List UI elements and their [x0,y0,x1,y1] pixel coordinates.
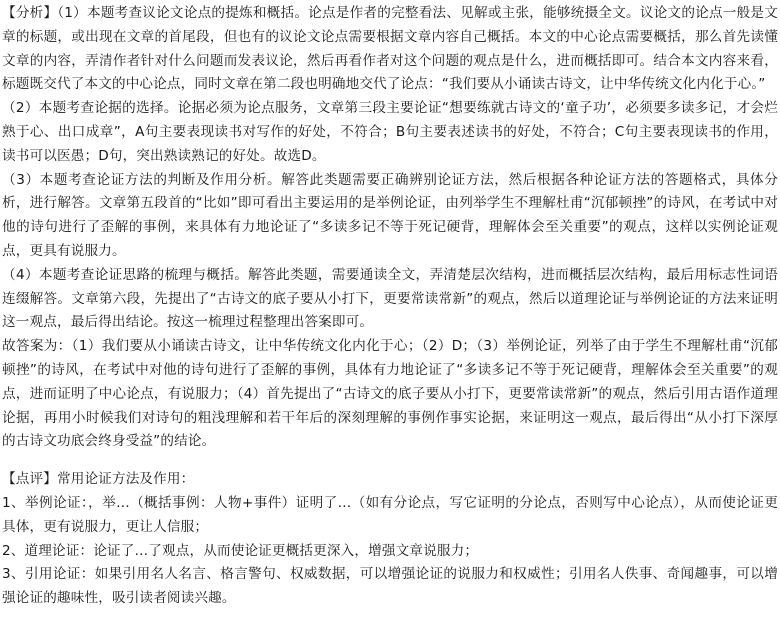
comment-item-example: 1、举例论证：，举…（概括事例：人物+事件）证明了…（如有分论点，写它证明的分论点，否则写中心论点），从而使论证更具体，更有说服力，更让人信服； [2,494,778,535]
section-gap [2,454,778,468]
analysis-q4: （4）本题考查论证思路的梳理与概括。解答此类题，需要通读全文，弄清楚层次结构，进而概括层次结构，最后用标志性词语连缀解答。文章第六段，先提出了“古诗文的底子要从小打下，更要常读常新”的观点，然后以道理论证与举例论证的方法来证明这一观点，最后得出结论。按这一梳理过程整理出答案即可。 [2,266,778,331]
analysis-intro-q1: 【分析】（1）本题考查议论文论点的提炼和概括。论点是作者的完整看法、见解或主张，能够统摄全文。议论文的论点一般是文章的标题，或出现在文章的首尾段，但也有的议论文论点需要根据文章内容自己概括。本文的中心论点需要概括，那么首先读懂文章的内容，弄清作者针对什么问题而发表议论，然后再看作者对这个问题的观点是什么，进而概括即可。结合本文内容来看，标题既交代了本文的中心论点，同时文章在第二段也明确地交代了论点：“我们要从小诵读古诗文，让中华传统文化内化于心。” [2,5,778,93]
analysis-section [2,2,778,454]
answer-document [2,2,778,611]
comment-item-citation: 3、引用论证：如果引用名人名言、格言警句、权威数据，可以增强论证的说服力和权威性；引用名人佚事、奇闻趣事，可以增强论证的趣味性，吸引读者阅读兴趣。 [2,566,778,607]
answer-summary: 故答案为：（1）我们要从小诵读古诗文，让中华传统文化内化于心；（2）D；（3）举例论证，列举了由于学生不理解杜甫“沉郁顿挫”的诗风，在考试中对他的诗句进行了歪解的事例，具体有力地论证了“多读多记不等于死记硬背，理解体会至关重要”的观点，进而证明了中心论点，有说服力；（4）首先提出了“古诗文的底子要从小打下，更要常读常新”的观点，然后引用古语作道理论据，再用小时候我们对诗句的粗浅理解和若干年后的深刻理解的事例作事实论据，来证明这一观点，最后得出“从小打下深厚的古诗文功底会终身受益”的结论。 [2,338,778,450]
analysis-q2: （2）本题考查论据的选择。论据必须为论点服务，文章第三段主要论证“想要练就古诗文的‘童子功’，必须要多读多记，才会烂熟于心、出口成章”，A句主要表现读书对写作的好处，不符合；B句主要表述读书的好处，不符合；C句主要表现读书的作用，读书可以医愚；D句，突出熟读熟记的好处。故选D。 [2,100,778,164]
comment-section [2,468,778,611]
comment-heading: 【点评】常用论证方法及作用： [2,471,195,488]
comment-item-reasoning: 2、道理论证：论证了…了观点，从而使论证更概括更深入，增强文章说服力； [2,542,479,559]
analysis-q3: （3）本题考查论证方法的判断及作用分析。解答此类题需要正确辨别论证方法，然后根据各种论证方法的答题格式，具体分析，进行解答。文章第五段首的“比如”即可看出主要运用的是举例论证，由列举学生不理解杜甫“沉郁顿挫”的诗风，在考试中对他的诗句进行了歪解的事例，来具体有力地论证了“多读多记不等于死记硬背，理解体会至关重要”的观点，这样以实例论证观点，更具有说服力。 [2,171,778,259]
